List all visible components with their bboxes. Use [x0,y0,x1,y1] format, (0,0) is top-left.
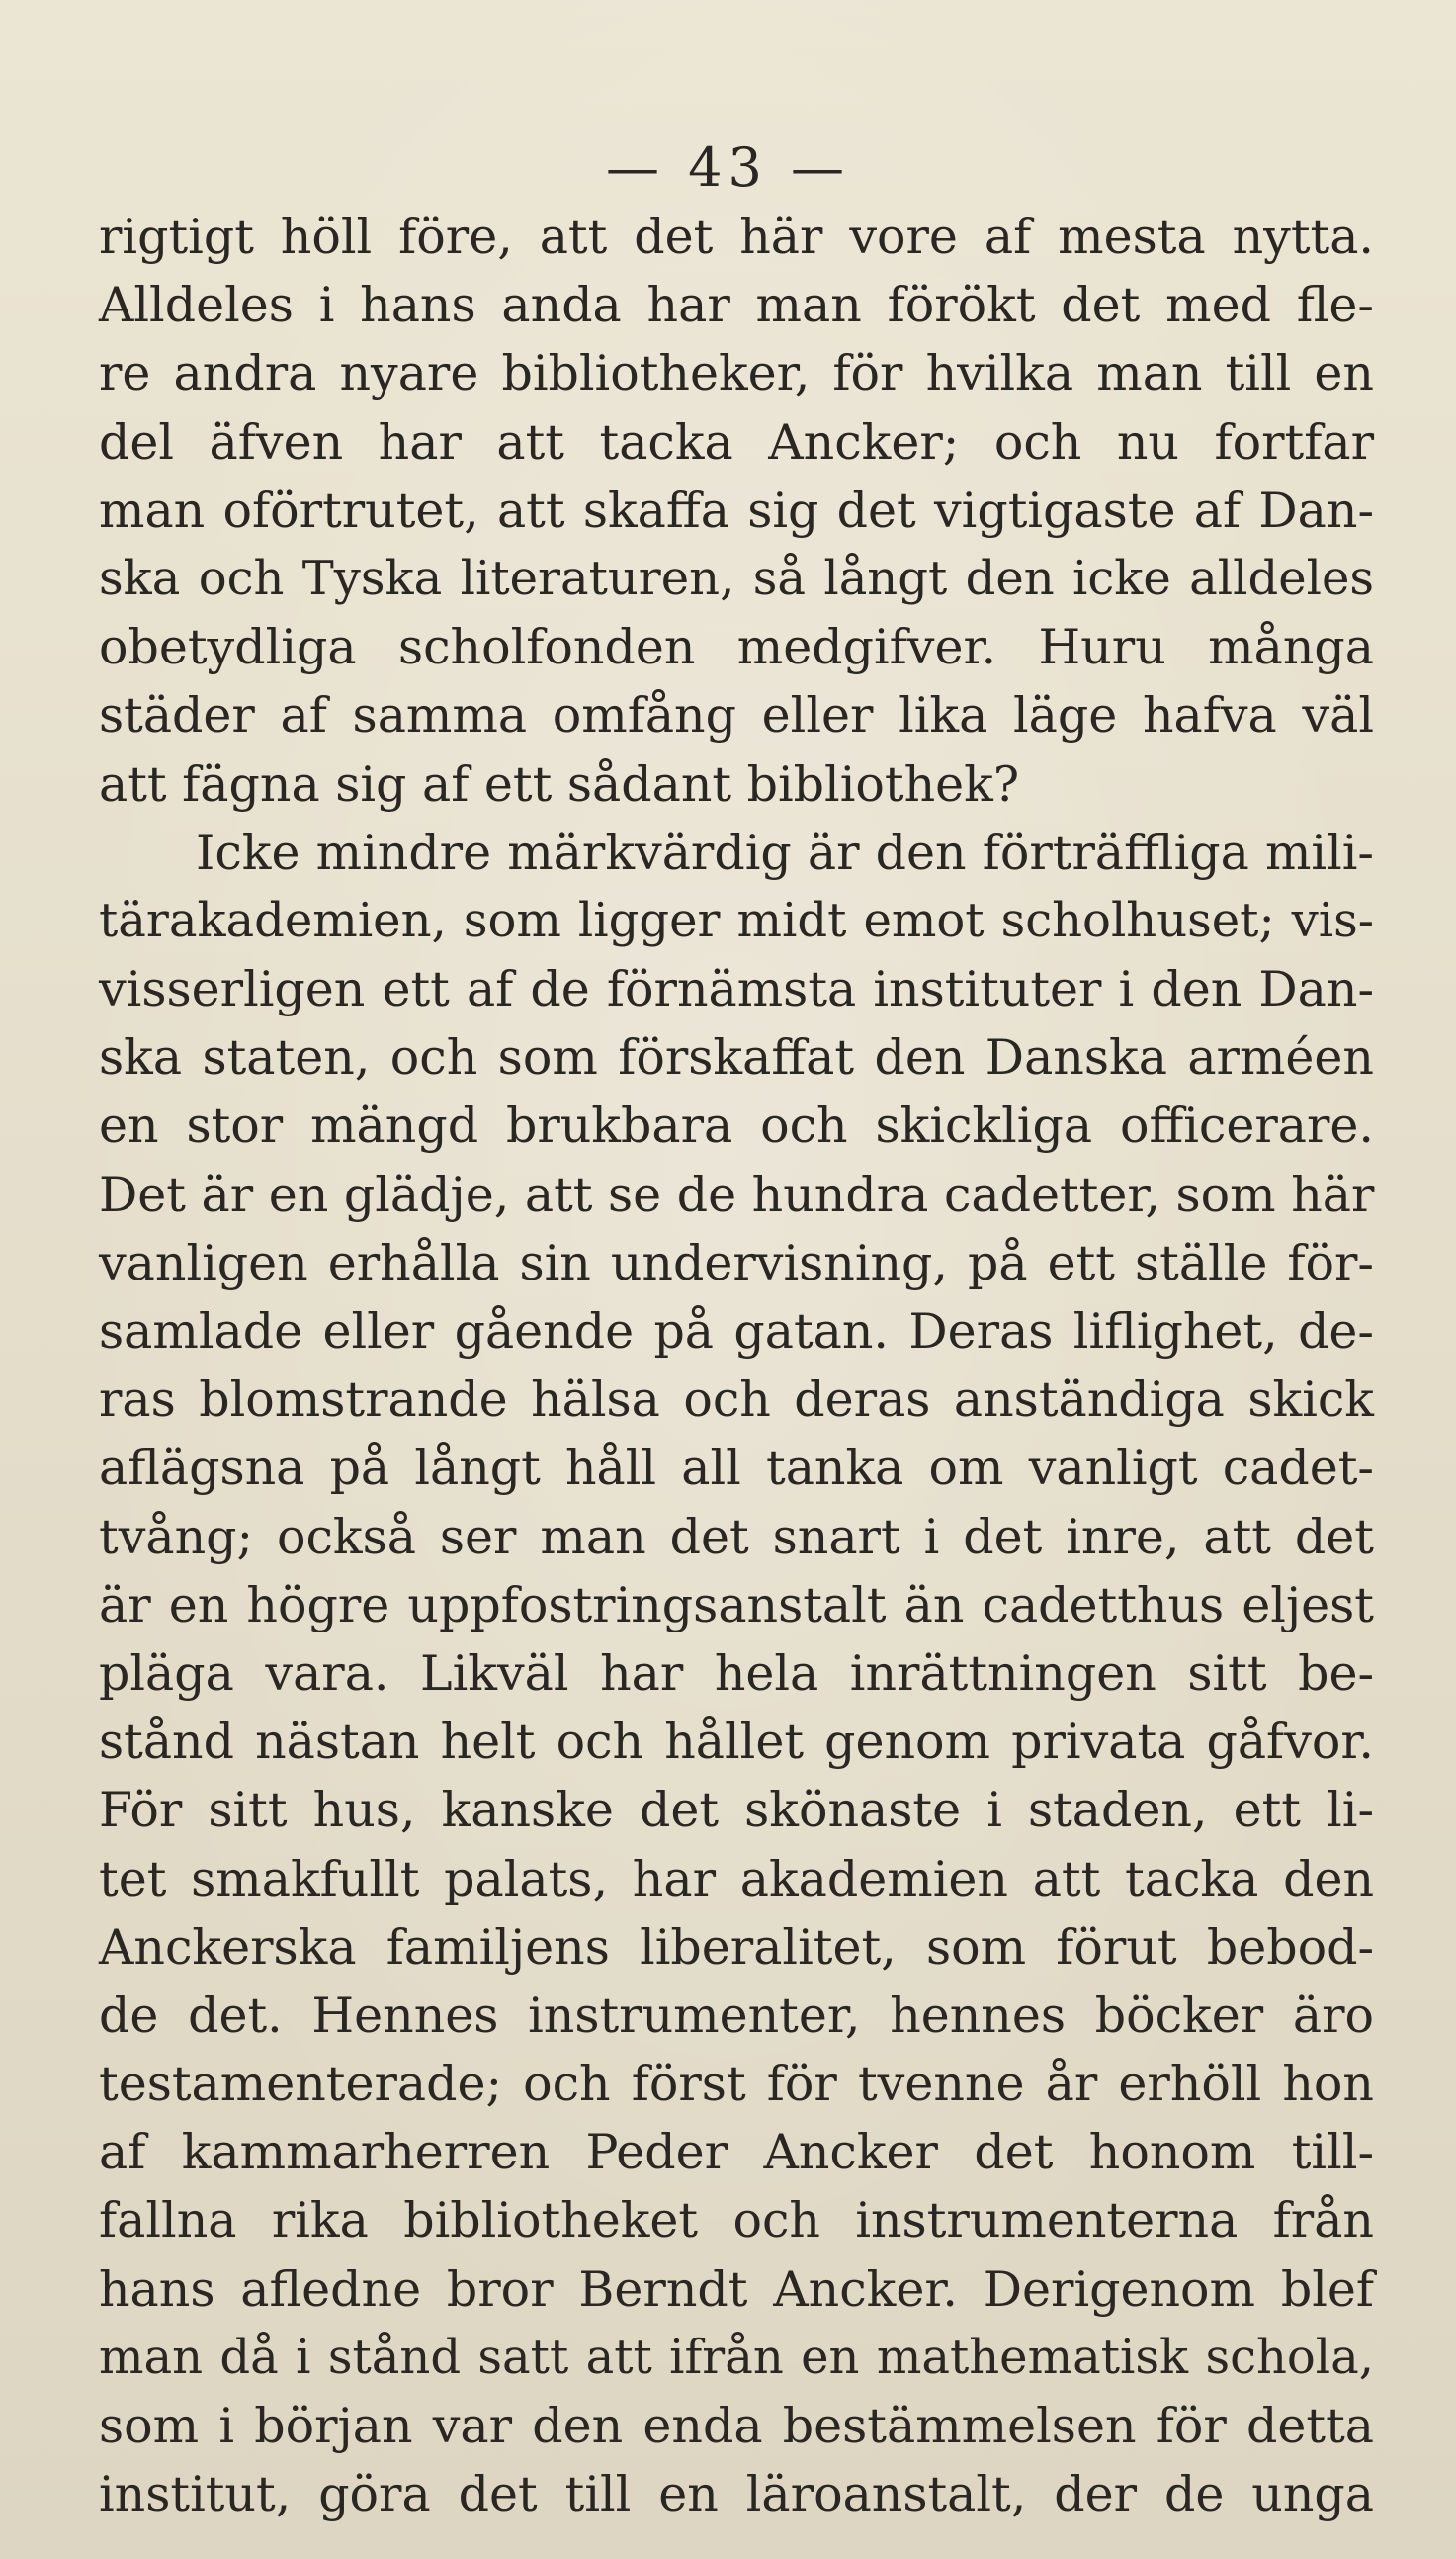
text-line: stånd nästan helt och hållet genom privata gåfvor. [99,1714,1374,1771]
text-line: ska staten, och som förskaffat den Danska arméen [99,1029,1374,1087]
text-line: man oförtrutet, att skaffa sig det vigtigaste af Dan- [99,482,1374,539]
page-number: — 43 — [605,136,851,199]
text-line: hans afledne bror Berndt Ancker. Derigenom blef [99,2260,1374,2318]
text-line: vanligen erhålla sin undervisning, på ett ställe för- [99,1234,1374,1291]
text-line: städer af samma omfång eller lika läge hafva väl [99,687,1374,745]
text-line: Icke mindre märkvärdig är den förträffliga mili- [196,824,1374,881]
text-line: tet smakfullt palats, har akademien att tacka den [99,1850,1374,1907]
text-line: fallna rika bibliotheket och instrumenterna från [99,2192,1374,2250]
text-line: Det är en glädje, att se de hundra cadetter, som här [99,1166,1375,1223]
text-line: man då i stånd satt att ifrån en mathematisk schola, [99,2329,1374,2385]
text-line: som i början var den enda bestämmelsen för detta [99,2398,1374,2454]
text-line: testamenterade; och först för tvenne år erhöll hon [99,2056,1374,2113]
text-line: Anckerska familjens liberalitet, som förut bebod- [99,1918,1374,1976]
text-line: visserligen ett af de förnämsta instituter i den Dan- [99,961,1374,1018]
text-line: ras blomstrande hälsa och deras anständiga skick [99,1371,1374,1429]
text-line: af kammarherren Peder Ancker det honom till- [99,2124,1374,2181]
text-line: samlade eller gående på gatan. Deras liflighet, de- [99,1303,1374,1360]
text-line: de det. Hennes instrumenter, hennes böcker äro [99,1986,1374,2044]
text-line: Alldeles i hans anda har man förökt det med fle- [99,277,1374,334]
text-line: del äfven har att tacka Ancker; och nu fortfar [99,413,1374,471]
text-line: obetydliga scholfonden medgifver. Huru många [99,619,1374,676]
text-line: aflägsna på långt håll all tanka om vanligt cadet- [99,1440,1374,1497]
text-line: För sitt hus, kanske det skönaste i staden, ett li- [99,1782,1374,1839]
text-line: institut, göra det till en läroanstalt, der de unga [99,2466,1374,2523]
text-line: pläga vara. Likväl har hela inrättningen sitt be- [99,1644,1374,1702]
body-text [99,203,1374,2528]
text-line: re andra nyare bibliotheker, för hvilka man till en [99,345,1374,402]
text-line: rigtigt höll före, att det här vore af mesta nytta. [99,209,1374,265]
text-line: är en högre uppfostringsanstalt än cadetthus eljest [99,1576,1374,1633]
text-line: en stor mängd brukbara och skickliga officerare. [99,1098,1374,1155]
text-line: tärakademien, som ligger midt emot scholhuset; vis- [99,892,1374,948]
text-line: tvång; också ser man det snart i det inre, att det [99,1508,1374,1565]
text-line: ska och Tyska literaturen, så långt den icke alldeles [99,550,1374,606]
text-line: att fägna sig af ett sådant bibliothek? [99,755,1020,813]
